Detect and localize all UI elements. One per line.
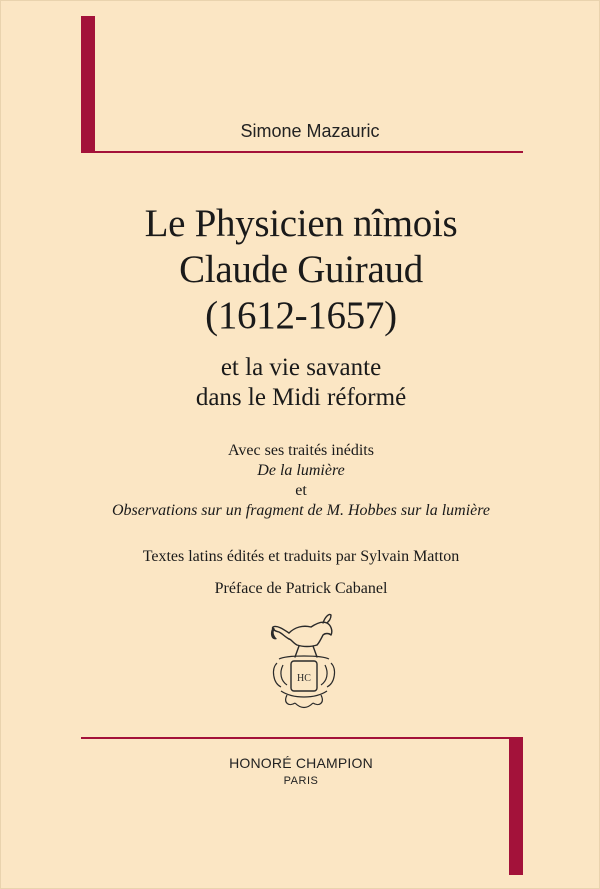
author-name: Simone Mazauric (240, 121, 380, 141)
treatises-block (61, 441, 541, 521)
treatise-title-2: Observations sur un fragment de M. Hobbes sur la lumière (111, 502, 491, 519)
emblem-monogram: HC (297, 673, 311, 684)
bottom-accent-bar (509, 737, 523, 875)
horse-emblem-icon (259, 603, 349, 713)
subtitle-line-1: et la vie savante (220, 354, 382, 381)
bottom-rule (81, 737, 523, 739)
title-line-3: (1612-1657) (205, 294, 397, 337)
publisher-city: PARIS (283, 775, 319, 787)
publisher-name: HONORÉ CHAMPION (229, 755, 373, 771)
top-rule (81, 151, 523, 153)
title-line-2: Claude Guiraud (179, 248, 423, 291)
translator-credit: Textes latins édités et traduits par Sylvain Matton (142, 548, 460, 565)
subtitle-line-2: dans le Midi réformé (195, 384, 407, 411)
treatise-title-1: De la lumière (257, 462, 345, 479)
treatises-conjunction: et (295, 482, 307, 499)
treatises-intro: Avec ses traités inédits (228, 442, 374, 459)
preface-credit: Préface de Patrick Cabanel (214, 580, 388, 597)
top-accent-bar (81, 16, 95, 153)
book-subtitle (61, 353, 541, 413)
title-line-1: Le Physicien nîmois (144, 202, 458, 245)
book-title (61, 201, 541, 339)
